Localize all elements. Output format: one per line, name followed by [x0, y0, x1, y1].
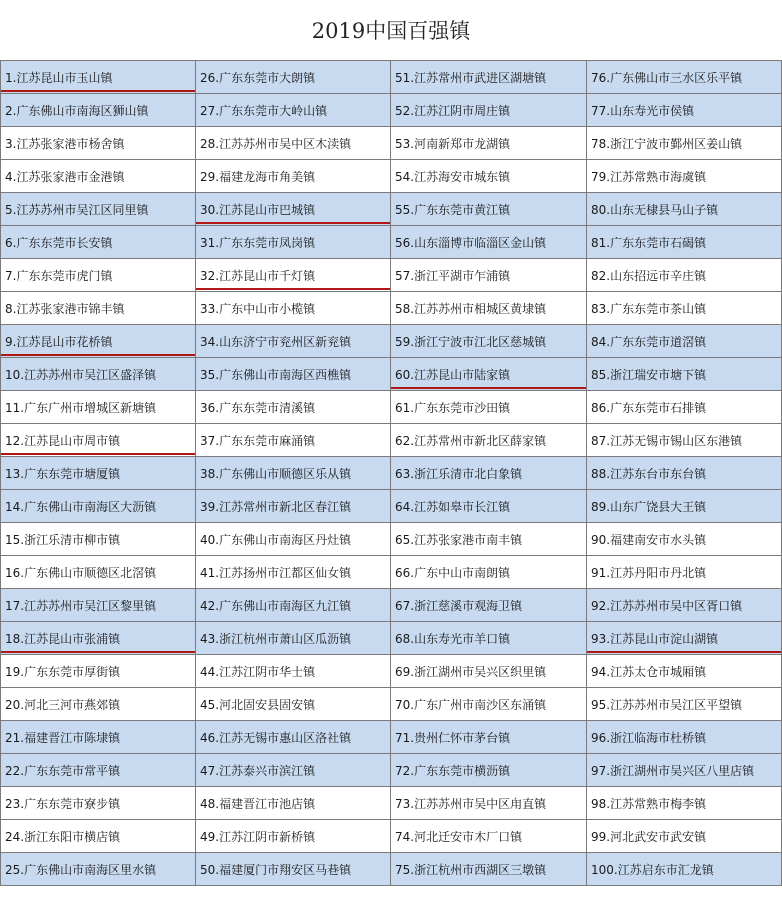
town-cell: 36.广东东莞市清溪镇 — [196, 391, 391, 424]
table-row — [1, 226, 782, 259]
town-cell: 91.江苏丹阳市丹北镇 — [587, 556, 782, 589]
page-title: 2019中国百强镇 — [311, 19, 471, 43]
town-cell: 39.江苏常州市新北区春江镇 — [196, 490, 391, 523]
town-cell: 8.江苏张家港市锦丰镇 — [1, 292, 196, 325]
town-cell: 21.福建晋江市陈埭镇 — [1, 721, 196, 754]
town-cell-underlined: 93.江苏昆山市淀山湖镇 — [587, 622, 782, 655]
town-cell: 44.江苏江阴市华士镇 — [196, 655, 391, 688]
town-cell: 13.广东东莞市塘厦镇 — [1, 457, 196, 490]
town-cell: 6.广东东莞市长安镇 — [1, 226, 196, 259]
town-cell-underlined: 9.江苏昆山市花桥镇 — [1, 325, 196, 358]
town-cell: 99.河北武安市武安镇 — [587, 820, 782, 853]
town-cell: 47.江苏泰兴市滨江镇 — [196, 754, 391, 787]
town-cell: 77.山东寿光市侯镇 — [587, 94, 782, 127]
table-row — [1, 787, 782, 820]
town-cell: 76.广东佛山市三水区乐平镇 — [587, 61, 782, 94]
town-cell: 46.江苏无锡市惠山区洛社镇 — [196, 721, 391, 754]
table-row — [1, 292, 782, 325]
town-cell: 62.江苏常州市新北区薛家镇 — [391, 424, 587, 457]
town-cell: 24.浙江东阳市横店镇 — [1, 820, 196, 853]
town-cell: 55.广东东莞市黄江镇 — [391, 193, 587, 226]
town-cell: 34.山东济宁市兖州区新兖镇 — [196, 325, 391, 358]
town-cell: 10.江苏苏州市吴江区盛泽镇 — [1, 358, 196, 391]
town-cell: 81.广东东莞市石碣镇 — [587, 226, 782, 259]
town-cell: 87.江苏无锡市锡山区东港镇 — [587, 424, 782, 457]
town-cell: 11.广东广州市增城区新塘镇 — [1, 391, 196, 424]
town-cell: 22.广东东莞市常平镇 — [1, 754, 196, 787]
town-cell: 25.广东佛山市南海区里水镇 — [1, 853, 196, 886]
town-cell: 15.浙江乐清市柳市镇 — [1, 523, 196, 556]
town-cell: 53.河南新郑市龙湖镇 — [391, 127, 587, 160]
town-cell: 86.广东东莞市石排镇 — [587, 391, 782, 424]
town-cell: 43.浙江杭州市萧山区瓜沥镇 — [196, 622, 391, 655]
town-cell: 95.江苏苏州市吴江区平望镇 — [587, 688, 782, 721]
town-cell: 70.广东广州市南沙区东涌镇 — [391, 688, 587, 721]
town-cell: 29.福建龙海市角美镇 — [196, 160, 391, 193]
town-cell: 94.江苏太仓市城厢镇 — [587, 655, 782, 688]
town-cell: 66.广东中山市南朗镇 — [391, 556, 587, 589]
town-cell-underlined: 12.江苏昆山市周市镇 — [1, 424, 196, 457]
town-cell: 65.江苏张家港市南丰镇 — [391, 523, 587, 556]
town-cell-underlined: 30.江苏昆山市巴城镇 — [196, 193, 391, 226]
town-cell: 89.山东广饶县大王镇 — [587, 490, 782, 523]
town-cell: 83.广东东莞市茶山镇 — [587, 292, 782, 325]
town-cell: 42.广东佛山市南海区九江镇 — [196, 589, 391, 622]
town-cell: 97.浙江湖州市吴兴区八里店镇 — [587, 754, 782, 787]
town-cell-underlined: 1.江苏昆山市玉山镇 — [1, 61, 196, 94]
town-cell: 71.贵州仁怀市茅台镇 — [391, 721, 587, 754]
town-cell: 20.河北三河市燕郊镇 — [1, 688, 196, 721]
town-cell: 80.山东无棣县马山子镇 — [587, 193, 782, 226]
town-cell: 58.江苏苏州市相城区黄埭镇 — [391, 292, 587, 325]
town-cell: 54.江苏海安市城东镇 — [391, 160, 587, 193]
town-cell: 85.浙江瑞安市塘下镇 — [587, 358, 782, 391]
town-cell: 17.江苏苏州市吴江区黎里镇 — [1, 589, 196, 622]
town-cell: 61.广东东莞市沙田镇 — [391, 391, 587, 424]
town-cell: 7.广东东莞市虎门镇 — [1, 259, 196, 292]
town-cell: 88.江苏东台市东台镇 — [587, 457, 782, 490]
town-cell: 31.广东东莞市凤岗镇 — [196, 226, 391, 259]
table-row — [1, 820, 782, 853]
town-cell: 84.广东东莞市道滘镇 — [587, 325, 782, 358]
table-row — [1, 127, 782, 160]
table-row — [1, 424, 782, 457]
town-ranking-table — [0, 60, 782, 886]
town-cell: 48.福建晋江市池店镇 — [196, 787, 391, 820]
town-cell: 100.江苏启东市汇龙镇 — [587, 853, 782, 886]
town-cell: 75.浙江杭州市西湖区三墩镇 — [391, 853, 587, 886]
table-row — [1, 391, 782, 424]
table-row — [1, 721, 782, 754]
town-cell: 59.浙江宁波市江北区慈城镇 — [391, 325, 587, 358]
town-cell: 27.广东东莞市大岭山镇 — [196, 94, 391, 127]
table-row — [1, 556, 782, 589]
town-cell: 4.江苏张家港市金港镇 — [1, 160, 196, 193]
town-cell: 40.广东佛山市南海区丹灶镇 — [196, 523, 391, 556]
table-row — [1, 61, 782, 94]
town-cell: 38.广东佛山市顺德区乐从镇 — [196, 457, 391, 490]
town-cell-underlined: 60.江苏昆山市陆家镇 — [391, 358, 587, 391]
town-cell: 74.河北迁安市木厂口镇 — [391, 820, 587, 853]
town-cell-underlined: 32.江苏昆山市千灯镇 — [196, 259, 391, 292]
town-cell: 41.江苏扬州市江都区仙女镇 — [196, 556, 391, 589]
table-row — [1, 94, 782, 127]
town-cell: 56.山东淄博市临淄区金山镇 — [391, 226, 587, 259]
town-cell: 82.山东招远市辛庄镇 — [587, 259, 782, 292]
table-row — [1, 688, 782, 721]
town-cell: 67.浙江慈溪市观海卫镇 — [391, 589, 587, 622]
table-row — [1, 589, 782, 622]
town-cell: 96.浙江临海市杜桥镇 — [587, 721, 782, 754]
town-cell: 92.江苏苏州市吴中区胥口镇 — [587, 589, 782, 622]
town-cell: 33.广东中山市小榄镇 — [196, 292, 391, 325]
town-cell: 23.广东东莞市寮步镇 — [1, 787, 196, 820]
town-cell: 63.浙江乐清市北白象镇 — [391, 457, 587, 490]
town-cell: 69.浙江湖州市吴兴区织里镇 — [391, 655, 587, 688]
table-row — [1, 490, 782, 523]
town-cell: 52.江苏江阴市周庄镇 — [391, 94, 587, 127]
town-cell: 35.广东佛山市南海区西樵镇 — [196, 358, 391, 391]
town-cell: 51.江苏常州市武进区湖塘镇 — [391, 61, 587, 94]
town-cell: 16.广东佛山市顺德区北滘镇 — [1, 556, 196, 589]
town-cell: 45.河北固安县固安镇 — [196, 688, 391, 721]
table-row — [1, 160, 782, 193]
table-row — [1, 259, 782, 292]
town-cell: 90.福建南安市水头镇 — [587, 523, 782, 556]
table-row — [1, 655, 782, 688]
town-cell: 73.江苏苏州市吴中区甪直镇 — [391, 787, 587, 820]
town-cell: 28.江苏苏州市吴中区木渎镇 — [196, 127, 391, 160]
town-cell: 3.江苏张家港市杨舍镇 — [1, 127, 196, 160]
town-cell-underlined: 18.江苏昆山市张浦镇 — [1, 622, 196, 655]
table-row — [1, 622, 782, 655]
town-cell: 5.江苏苏州市吴江区同里镇 — [1, 193, 196, 226]
table-row — [1, 358, 782, 391]
town-cell: 37.广东东莞市麻涌镇 — [196, 424, 391, 457]
table-row — [1, 325, 782, 358]
table-row — [1, 523, 782, 556]
town-cell: 19.广东东莞市厚街镇 — [1, 655, 196, 688]
town-cell: 50.福建厦门市翔安区马巷镇 — [196, 853, 391, 886]
town-cell: 64.江苏如皋市长江镇 — [391, 490, 587, 523]
town-cell: 68.山东寿光市羊口镇 — [391, 622, 587, 655]
table-row — [1, 853, 782, 886]
town-cell: 79.江苏常熟市海虞镇 — [587, 160, 782, 193]
table-row — [1, 193, 782, 226]
town-cell: 57.浙江平湖市乍浦镇 — [391, 259, 587, 292]
table-row — [1, 457, 782, 490]
town-cell: 49.江苏江阴市新桥镇 — [196, 820, 391, 853]
town-cell: 78.浙江宁波市鄞州区姜山镇 — [587, 127, 782, 160]
town-cell: 72.广东东莞市横沥镇 — [391, 754, 587, 787]
town-cell: 2.广东佛山市南海区狮山镇 — [1, 94, 196, 127]
town-cell: 98.江苏常熟市梅李镇 — [587, 787, 782, 820]
table-row — [1, 754, 782, 787]
town-cell: 26.广东东莞市大朗镇 — [196, 61, 391, 94]
town-cell: 14.广东佛山市南海区大沥镇 — [1, 490, 196, 523]
